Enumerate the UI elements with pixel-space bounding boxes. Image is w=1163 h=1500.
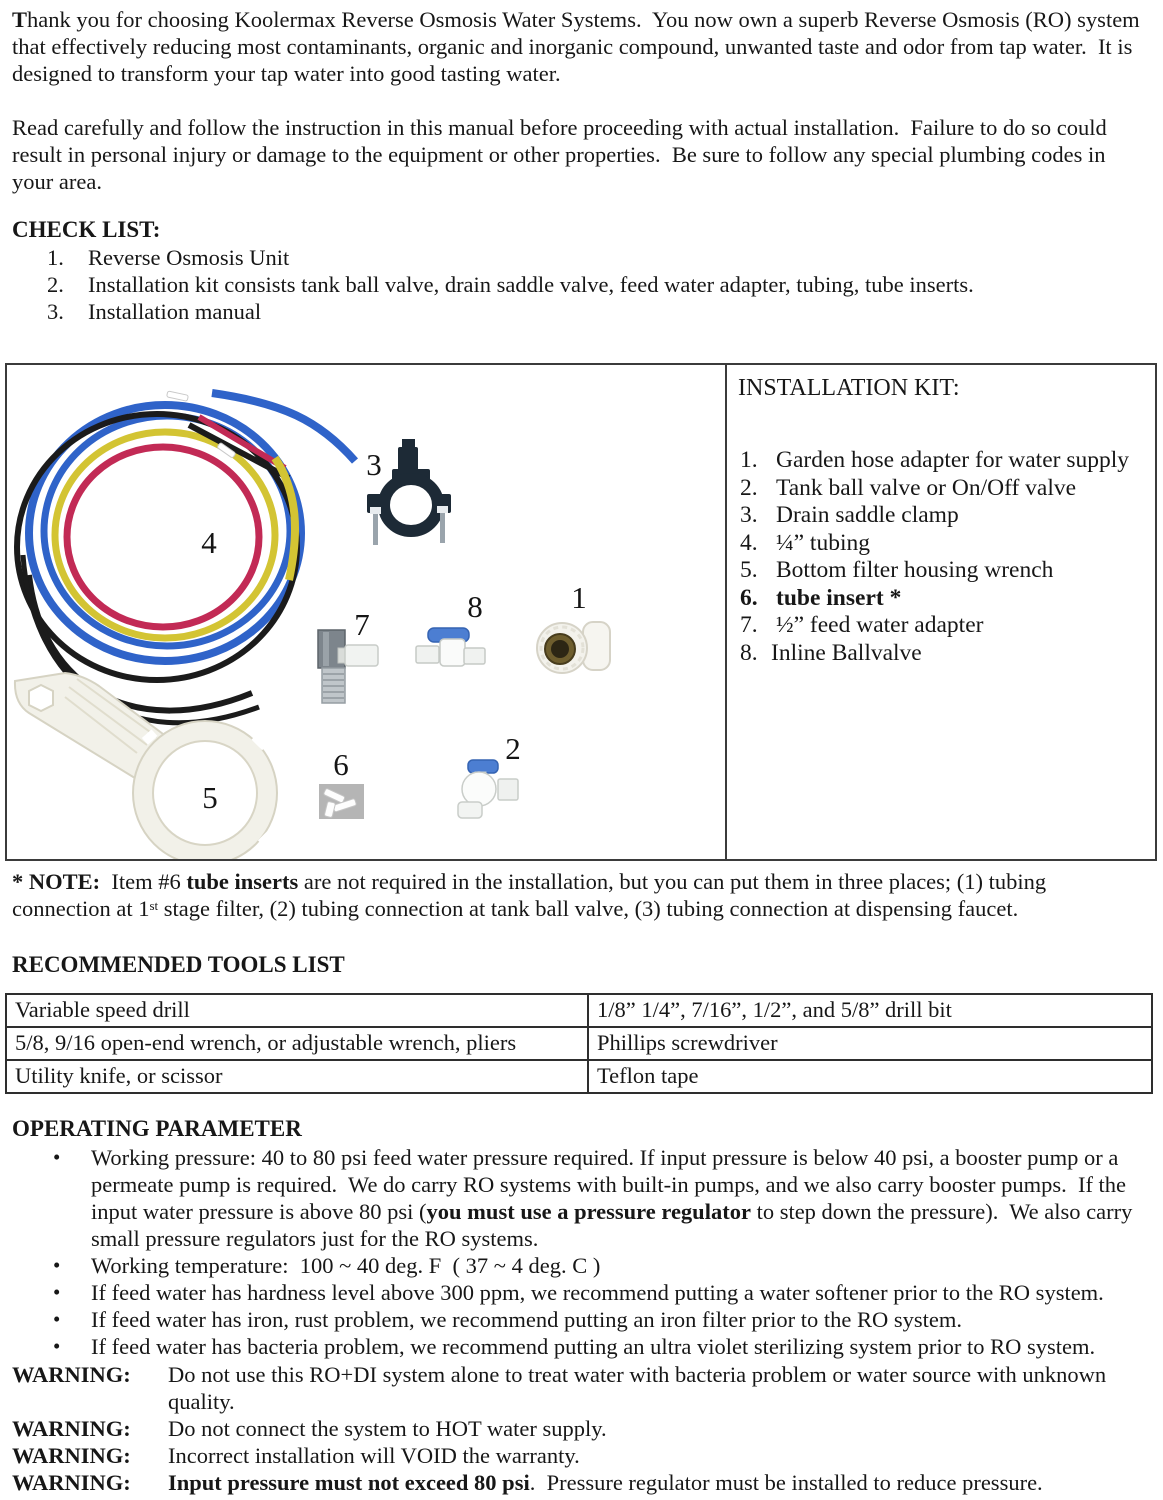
kit-item [740, 612, 1149, 640]
kit-item-text: Bottom filter housing wrench [776, 557, 1054, 583]
installation-kit-illustration [7, 365, 725, 859]
checklist [0, 244, 1163, 325]
figure-label-7: 7 [354, 607, 370, 642]
kit-item-text: tube insert * [776, 584, 902, 611]
list-item [53, 1144, 1153, 1252]
kit-item-text: Inline Ballvalve [771, 639, 922, 666]
kit-item-number: 4. [740, 529, 758, 556]
bullet-marker [53, 1306, 91, 1333]
figure-label-2: 2 [505, 731, 521, 766]
operating-parameter-heading: OPERATING PARAMETER [12, 1116, 302, 1141]
inline-ballvalve-illustration [416, 628, 485, 666]
kit-item-number: 6. [740, 584, 758, 611]
intro-text: hank you for choosing Koolermax Reverse Osmosis Water Systems. You now own a superb Reverse Osmosis (RO) system that effectively reducing most contaminants, organic and inorganic compound, unwanted taste and odor from tap water. It is designed to transform your tap water into good tasting water. [12, 7, 1146, 86]
bullet-bold-segment: you must use a pressure regulator [426, 1199, 751, 1224]
tube-inserts-illustration [319, 784, 364, 819]
kit-item [740, 530, 1149, 558]
table-row [6, 1060, 1152, 1093]
warning-text-segment: Do not connect the system to HOT water supply. [168, 1416, 607, 1441]
kit-item-text: Tank ball valve or On/Off valve [776, 474, 1077, 501]
checklist-heading: CHECK LIST: [12, 217, 161, 242]
warning-text-segment: Incorrect installation will VOID the warranty. [168, 1443, 580, 1468]
tools-table [5, 993, 1153, 1094]
bullet-text: If feed water has iron, rust problem, we recommend putting an iron filter prior to the RO system. [91, 1307, 963, 1332]
figure-label-4: 4 [201, 525, 217, 560]
figure-label-1: 1 [571, 580, 587, 615]
installation-kit-figure [5, 363, 1157, 861]
bullet-text [91, 1144, 1153, 1252]
figure-label-8: 8 [467, 589, 483, 624]
kit-item-text: ½” feed water adapter [776, 612, 984, 638]
bullet-marker [53, 1333, 91, 1360]
checklist-item-text: Reverse Osmosis Unit [88, 245, 290, 270]
note-label: * NOTE: [12, 869, 101, 894]
warning-text [168, 1361, 1153, 1415]
installation-kit-photo [7, 365, 725, 859]
tool-cell: Utility knife, or scissor [6, 1060, 588, 1093]
kit-item [740, 585, 1149, 613]
warning-bold-segment: Input pressure must not exceed 80 psi [168, 1470, 530, 1495]
kit-item-number: 1. [740, 447, 758, 473]
bullet-text: If feed water has hardness level above 300 ppm, we recommend putting a water softener prior to the RO system. [91, 1280, 1104, 1305]
bullet-text: If feed water has bacteria problem, we recommend putting an ultra violet sterilizing system prior to RO system. [91, 1334, 1096, 1359]
bullet-marker [53, 1252, 91, 1279]
checklist-item-number: 2. [47, 272, 64, 297]
operating-parameter-list [0, 1144, 1163, 1360]
warning-text-segment: . Pressure regulator must be installed to reduce pressure. [529, 1470, 1043, 1495]
kit-item-text: ¼” tubing [776, 529, 870, 556]
tools-heading: RECOMMENDED TOOLS LIST [12, 952, 345, 977]
intro-paragraph [12, 6, 1149, 87]
kit-item-number: 5. [740, 557, 758, 583]
warning-text-segment: Do not use this RO+DI system alone to treat water with bacteria problem or water source with unknown quality. [168, 1362, 1112, 1414]
figure-label-3: 3 [366, 447, 382, 482]
warning-row [12, 1361, 1163, 1415]
intro-lead-cap: T [12, 7, 28, 32]
kit-item-text: Garden hose adapter for water supply [776, 447, 1130, 473]
note-text: Item #6 [100, 869, 187, 894]
figure-label-5: 5 [202, 780, 218, 815]
note-superscript: st [149, 898, 159, 913]
kit-item [740, 557, 1149, 585]
warning-label: WARNING: [12, 1362, 131, 1387]
kit-item-text: Drain saddle clamp [776, 502, 959, 528]
installation-kit-panel [725, 365, 1155, 859]
kit-item-number: 2. [740, 474, 758, 501]
tool-cell: 5/8, 9/16 open-end wrench, or adjustable wrench, pliers [6, 1027, 588, 1060]
read-carefully-paragraph: Read carefully and follow the instruction in this manual before proceeding with actual installation. Failure to do so could result in personal injury or damage to the equipment or other properties. Be sure to follow any special plumbing codes in your area. [12, 115, 1113, 194]
checklist-item [47, 244, 1163, 271]
checklist-item-number: 3. [47, 299, 64, 324]
warning-text [168, 1442, 1153, 1469]
kit-item [740, 502, 1149, 530]
table-row [6, 994, 1152, 1027]
installation-kit-list [738, 447, 1149, 667]
installation-kit-title: INSTALLATION KIT: [738, 375, 960, 401]
tool-cell: Phillips screwdriver [588, 1027, 1152, 1060]
table-row [6, 1027, 1152, 1060]
checklist-item [47, 298, 1163, 325]
warning-label: WARNING: [12, 1416, 131, 1441]
warning-row [12, 1469, 1163, 1496]
warning-row [12, 1415, 1163, 1442]
warning-text [168, 1415, 1153, 1442]
warning-text [168, 1469, 1153, 1496]
tool-cell: 1/8” 1/4”, 7/16”, 1/2”, and 5/8” drill bit [588, 994, 1152, 1027]
checklist-item [47, 271, 1163, 298]
tank-ball-valve-illustration [458, 760, 518, 818]
tool-cell: Teflon tape [588, 1060, 1152, 1093]
kit-item-number: 8. [740, 639, 758, 666]
figure-label-6: 6 [333, 747, 349, 782]
warnings-section [0, 1361, 1163, 1496]
list-item [53, 1306, 1153, 1333]
warning-row [12, 1442, 1163, 1469]
kit-item-number: 7. [740, 612, 758, 638]
list-item [53, 1333, 1153, 1360]
kit-item-number: 3. [740, 502, 758, 528]
checklist-item-text: Installation manual [88, 299, 262, 324]
list-item [53, 1279, 1153, 1306]
checklist-item-number: 1. [47, 245, 64, 270]
note-paragraph [12, 868, 1149, 922]
bullet-text-segment: Working pressure: 40 to 80 psi feed water pressure required. If input pressure is below 40 psi, a booster pump or a permeate pump is required. We do carry RO systems with built-in pumps, and we also carry booster pumps. If the input water pressure is above 80 psi ( [91, 1145, 1132, 1224]
note-bold-text: tube inserts [186, 869, 299, 894]
garden-hose-adapter-illustration [537, 622, 610, 673]
bullet-text-segment: to step down the pressure). We also carry small pressure regulators just for the RO systems. [91, 1199, 1138, 1251]
kit-item [740, 475, 1149, 503]
bullet-marker [53, 1144, 91, 1252]
checklist-item-text: Installation kit consists tank ball valve, drain saddle valve, feed water adapter, tubing, tube inserts. [88, 272, 974, 297]
tool-cell: Variable speed drill [6, 994, 588, 1027]
bullet-text: Working temperature: 100 ~ 40 deg. F ( 37 ~ 4 deg. C ) [91, 1253, 601, 1278]
kit-item [740, 447, 1149, 475]
warning-label: WARNING: [12, 1443, 131, 1468]
kit-item [740, 640, 1149, 668]
warning-label: WARNING: [12, 1470, 131, 1495]
list-item [53, 1252, 1153, 1279]
note-text: are not required in the installation, but you can put them in three places; (1) tubing connection at 1 [12, 869, 1052, 921]
bullet-marker [53, 1279, 91, 1306]
note-text: stage filter, (2) tubing connection at tank ball valve, (3) tubing connection at dispensing faucet. [158, 896, 1019, 921]
